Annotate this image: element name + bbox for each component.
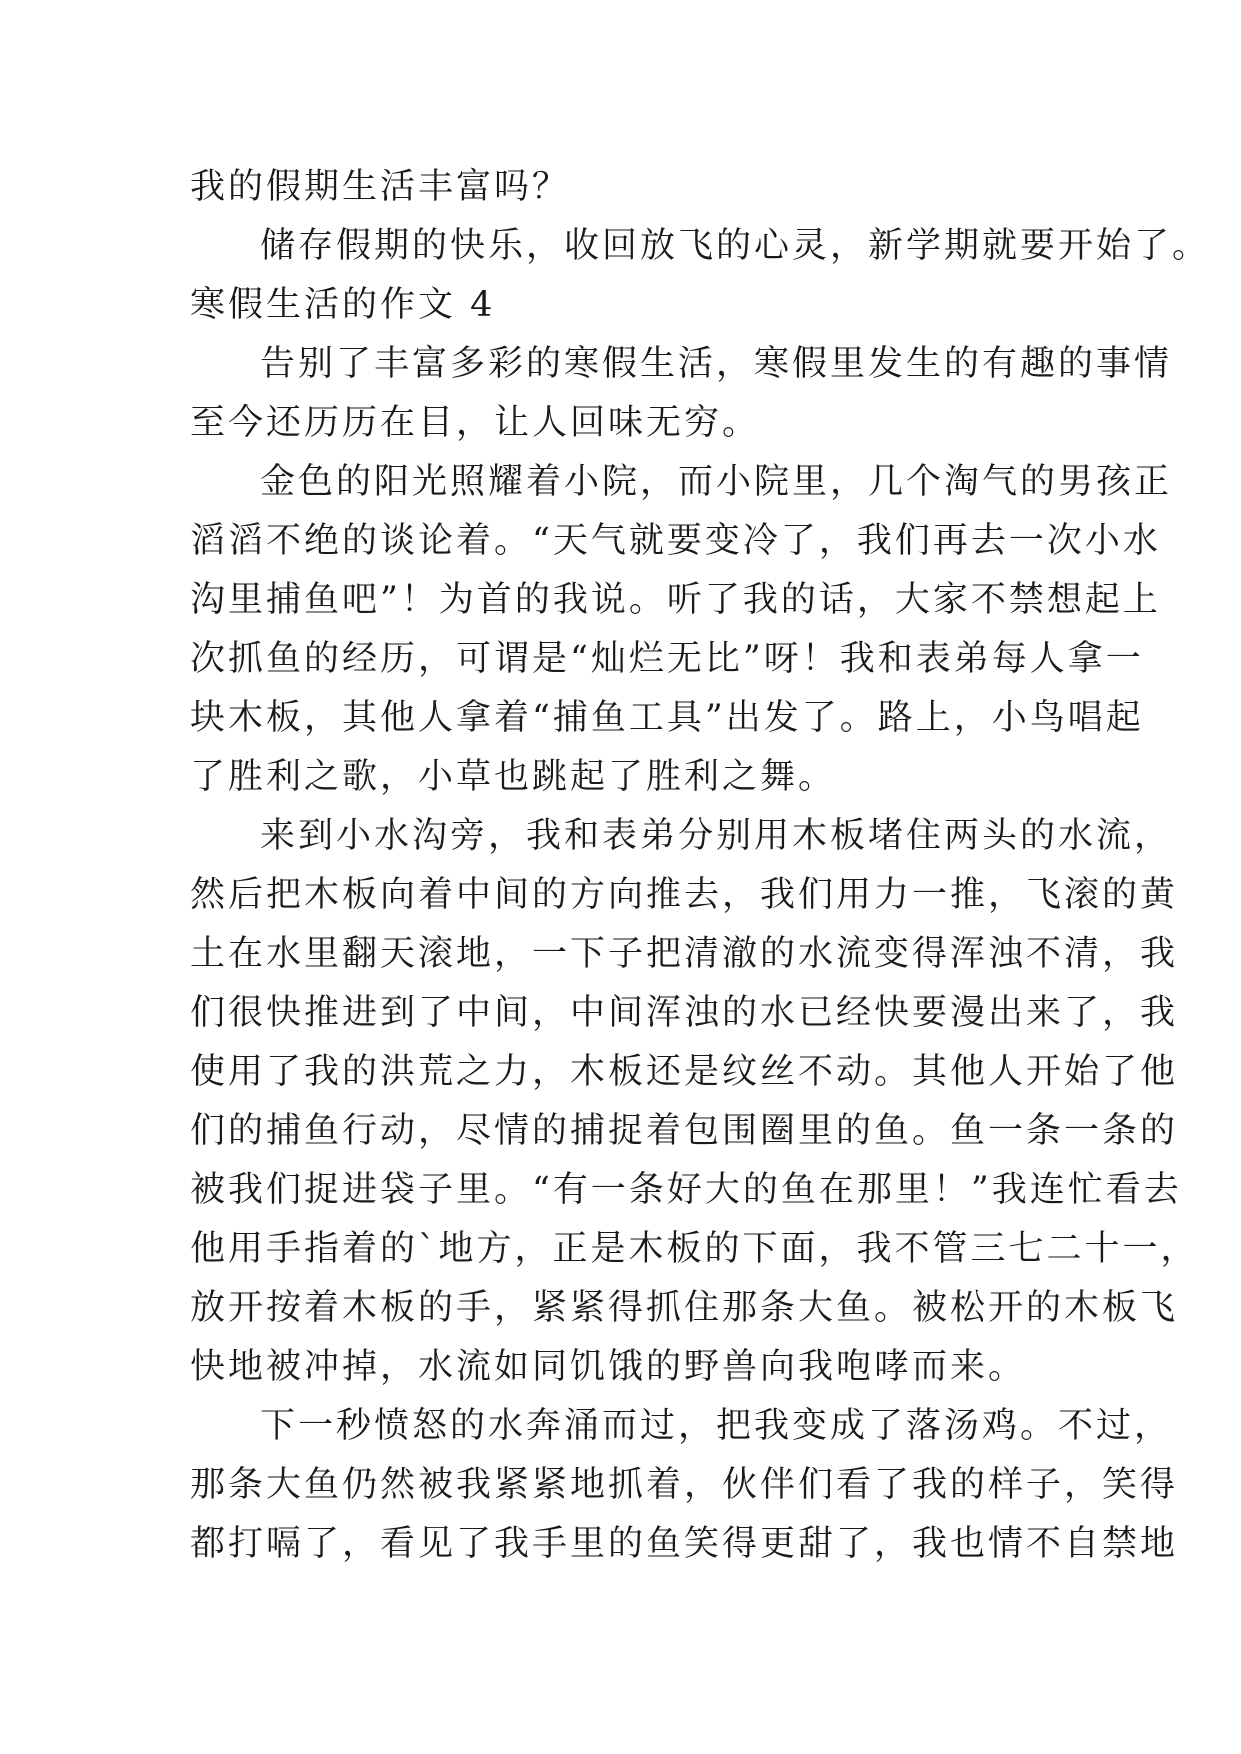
text-line: 至今还历历在目，让人回味无穷。 <box>190 403 761 443</box>
section-heading: 寒假生活的作文 4 <box>190 285 496 325</box>
text-line: 们的捕鱼行动，尽情的捕捉着包围圈里的鱼。鱼一条一条的 <box>190 1111 1179 1151</box>
text-line: 使用了我的洪荒之力，木板还是纹丝不动。其他人开始了他 <box>190 1052 1179 1092</box>
text-line: 块木板，其他人拿着“捕鱼工具”出发了。路上，小鸟唱起 <box>190 698 1144 738</box>
text-line: 了胜利之歌，小草也跳起了胜利之舞。 <box>190 757 837 797</box>
text-line: 下一秒愤怒的水奔涌而过，把我变成了落汤鸡。不过， <box>260 1406 1173 1446</box>
text-line: 金色的阳光照耀着小院，而小院里，几个淘气的男孩正 <box>260 462 1173 502</box>
text-line: 快地被冲掉，水流如同饥饿的野兽向我咆哮而来。 <box>190 1347 1027 1387</box>
text-line: 来到小水沟旁，我和表弟分别用木板堵住两头的水流， <box>260 816 1173 856</box>
text-line: 们很快推进到了中间，中间浑浊的水已经快要漫出来了，我 <box>190 993 1179 1033</box>
text-line: 被我们捉进袋子里。“有一条好大的鱼在那里！”我连忙看去 <box>190 1170 1182 1210</box>
text-line: 然后把木板向着中间的方向推去，我们用力一推，飞滚的黄 <box>190 875 1179 915</box>
document-body <box>190 158 1211 1574</box>
text-line: 土在水里翻天滚地，一下子把清澈的水流变得浑浊不清，我 <box>190 934 1179 974</box>
text-line: 我的假期生活丰富吗？ <box>190 167 571 207</box>
text-line: 那条大鱼仍然被我紧紧地抓着，伙伴们看了我的样子，笑得 <box>190 1465 1179 1505</box>
text-line: 沟里捕鱼吧”！为首的我说。听了我的话，大家不禁想起上 <box>190 580 1161 620</box>
text-line: 放开按着木板的手，紧紧得抓住那条大鱼。被松开的木板飞 <box>190 1288 1179 1328</box>
text-line: 滔滔不绝的谈论着。“天气就要变冷了，我们再去一次小水 <box>190 521 1161 561</box>
text-line: 次抓鱼的经历，可谓是“灿烂无比”呀！我和表弟每人拿一 <box>190 639 1144 679</box>
text-line: 都打嗝了，看见了我手里的鱼笑得更甜了，我也情不自禁地 <box>190 1524 1179 1564</box>
text-line: 他用手指着的`地方，正是木板的下面，我不管三七二十一， <box>190 1229 1199 1269</box>
text-line: 储存假期的快乐，收回放飞的心灵，新学期就要开始了。 <box>260 226 1211 266</box>
text-line: 告别了丰富多彩的寒假生活，寒假里发生的有趣的事情 <box>260 344 1173 384</box>
